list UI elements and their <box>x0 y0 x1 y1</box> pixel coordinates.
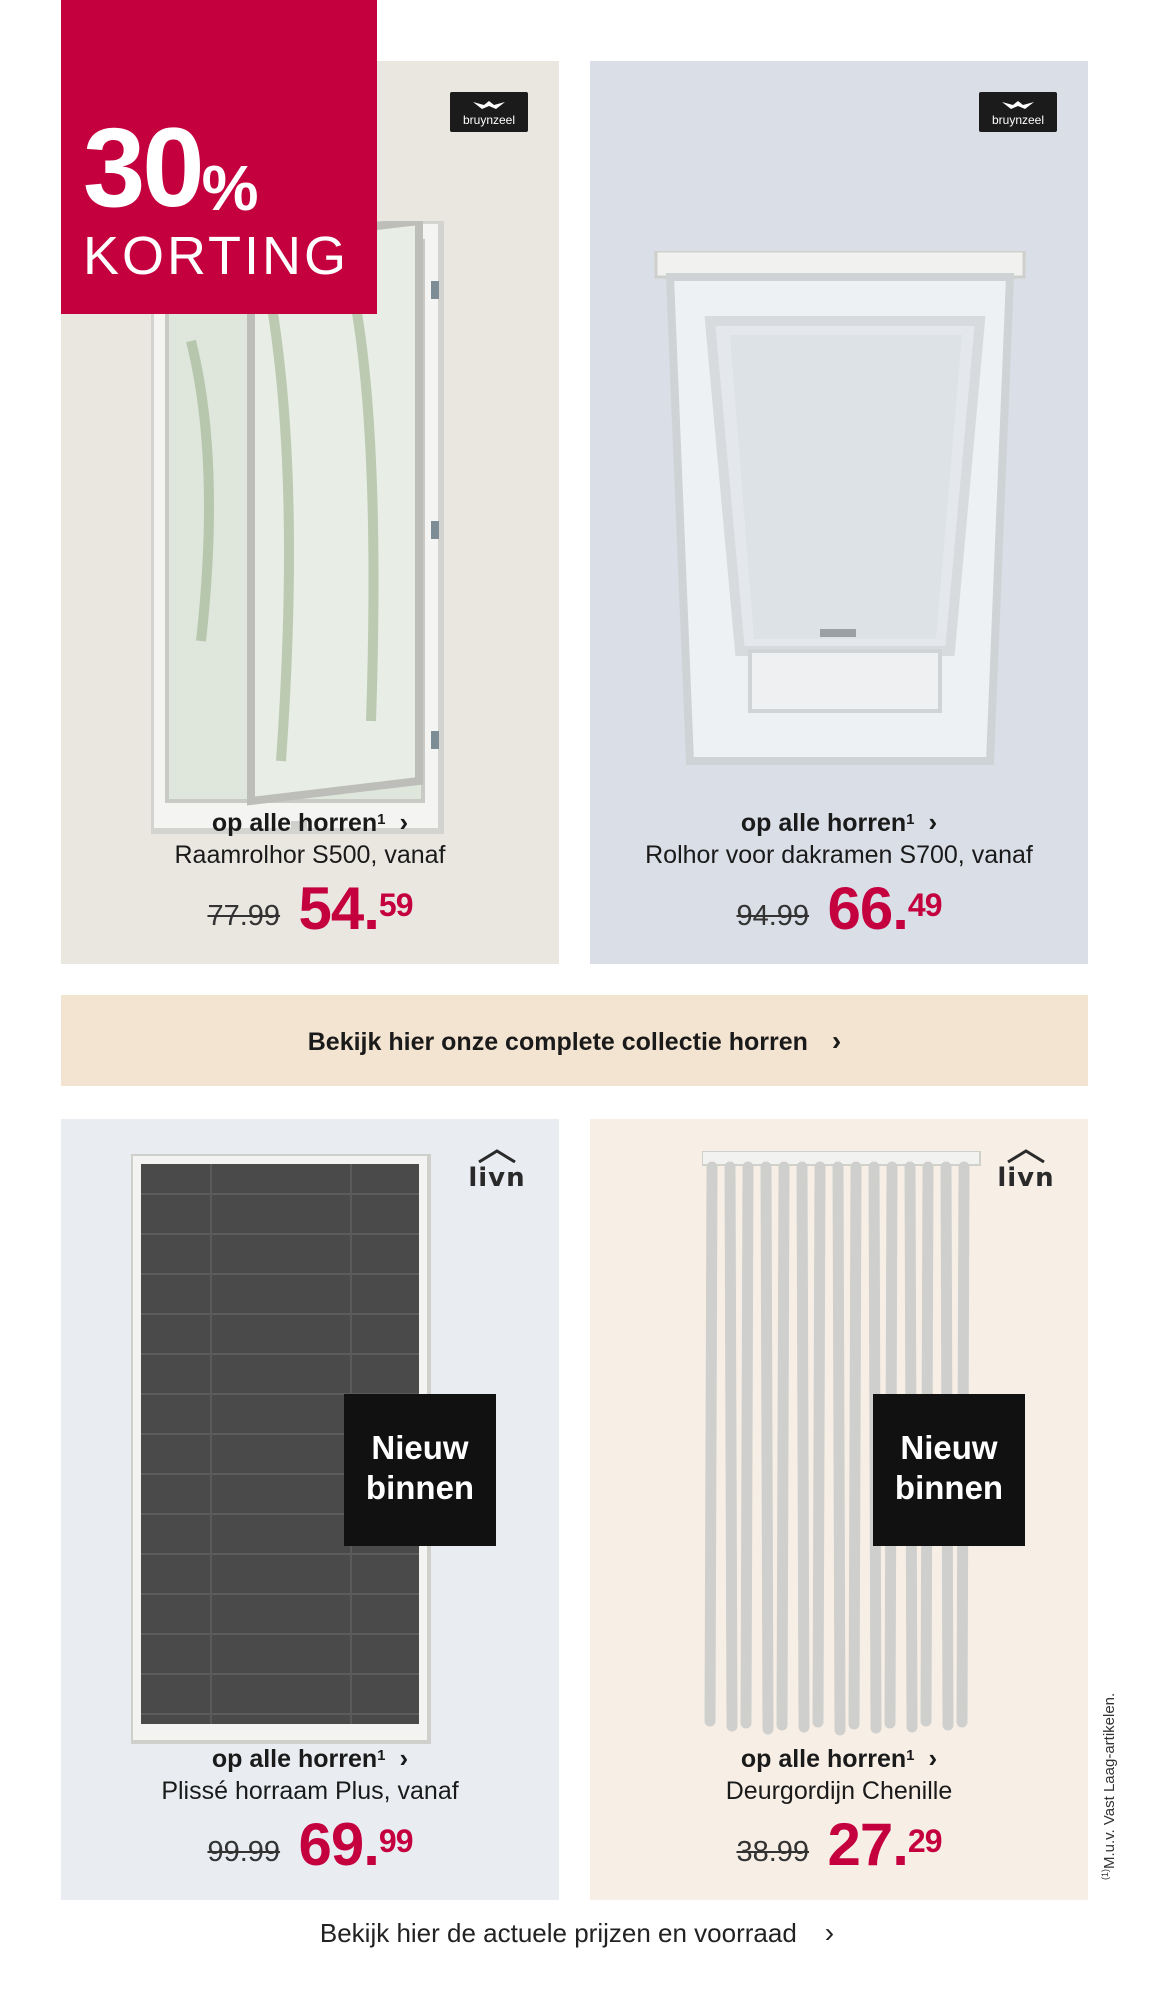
chevron-right-icon: › <box>928 807 938 837</box>
product-card-plisse-horraam[interactable] <box>61 1119 559 1900</box>
discount-label: KORTING <box>83 226 350 286</box>
new-price: 69.99 <box>298 1811 413 1878</box>
livn-logo: livn <box>467 1149 527 1193</box>
product-info <box>590 1742 1088 1878</box>
chevron-right-icon: › <box>831 1025 842 1056</box>
headline-link[interactable]: op alle horren$^1$ › <box>740 807 938 837</box>
product-info <box>590 806 1088 942</box>
chevron-right-icon: › <box>399 1743 409 1773</box>
product-card-deurgordijn[interactable] <box>590 1119 1088 1900</box>
livn-logo: livn <box>996 1149 1056 1193</box>
chevron-right-icon: › <box>824 1917 835 1948</box>
bruynzeel-logo: bruynzeel <box>979 92 1057 132</box>
new-arrival-badge: Nieuw binnen <box>873 1394 1025 1546</box>
window-product-image <box>151 221 511 841</box>
livn-house-icon <box>477 1149 517 1163</box>
new-price: 27.29 <box>827 1811 942 1878</box>
bruynzeel-logo-icon <box>472 98 506 112</box>
headline-link[interactable]: op alle horren$^1$ › <box>211 1743 409 1773</box>
product-name: Raamrolhor S500, vanaf <box>174 841 446 869</box>
old-price: 94.99 <box>736 900 810 932</box>
old-price: 99.99 <box>207 1836 281 1868</box>
headline-link[interactable]: op alle horren$^1$ › <box>211 807 409 837</box>
old-price: 38.99 <box>736 1836 810 1868</box>
chevron-right-icon: › <box>399 807 409 837</box>
product-name: Deurgordijn Chenille <box>725 1777 953 1805</box>
bruynzeel-logo: bruynzeel <box>450 92 528 132</box>
new-price: 66.49 <box>827 875 942 942</box>
skylight-product-image <box>650 251 1030 771</box>
product-name: Plissé horraam Plus, vanaf <box>161 1777 459 1805</box>
livn-house-icon <box>1006 1149 1046 1163</box>
product-card-rolhor-dakramen[interactable] <box>590 61 1088 964</box>
product-name: Rolhor voor dakramen S700, vanaf <box>645 841 1033 869</box>
discount-badge <box>61 0 377 314</box>
new-arrival-badge: Nieuw binnen <box>344 1394 496 1546</box>
footnote: $^{(1)}$M.u.v. Vast Laag-artikelen. <box>1100 1692 1118 1880</box>
product-info <box>61 1742 559 1878</box>
headline-link[interactable]: op alle horren$^1$ › <box>740 1743 938 1773</box>
stock-prices-link[interactable]: Bekijk hier de actuele prijzen en voorraad › <box>319 1917 835 1948</box>
discount-percent: 30% <box>83 105 259 230</box>
new-price: 54.59 <box>298 875 413 942</box>
bruynzeel-logo-icon <box>1001 98 1035 112</box>
old-price: 77.99 <box>207 900 281 932</box>
chevron-right-icon: › <box>928 1743 938 1773</box>
collection-banner-link[interactable]: Bekijk hier onze complete collectie horren › <box>61 995 1088 1086</box>
product-info <box>61 806 559 942</box>
